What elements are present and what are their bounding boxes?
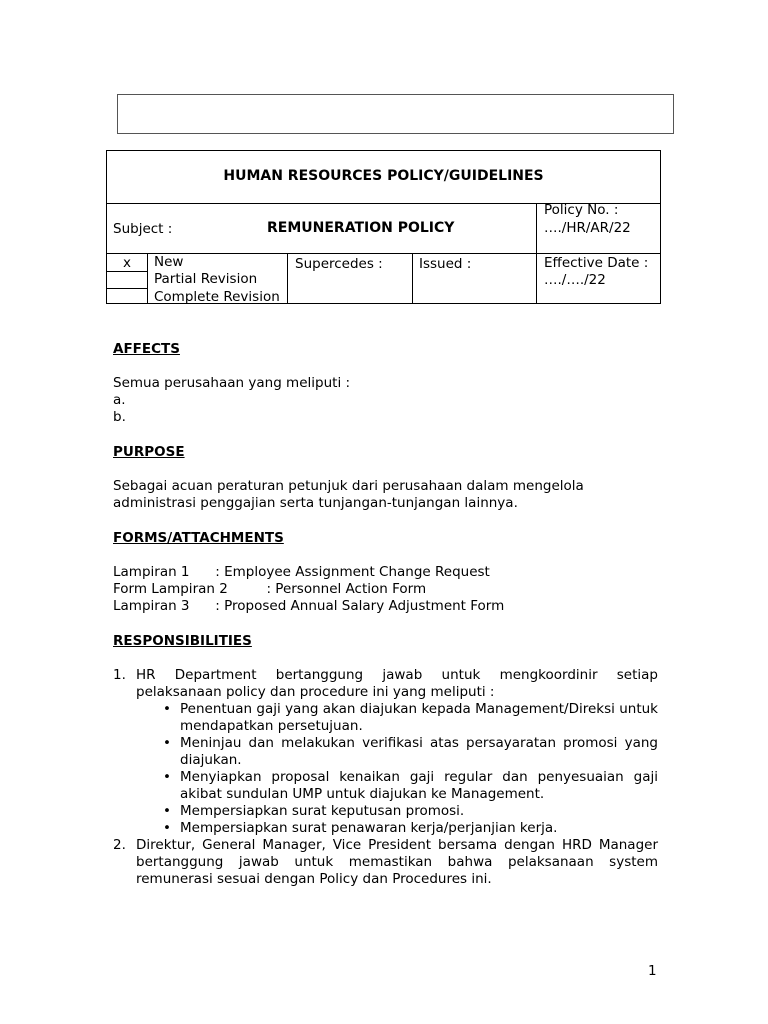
effective-date-label: Effective Date : bbox=[544, 255, 649, 271]
forms-line: Lampiran 1 : Employee Assignment Change Request bbox=[113, 564, 490, 580]
subject-label: Subject : bbox=[113, 221, 173, 237]
effective-date-value: …./…./22 bbox=[544, 272, 606, 288]
bullet-text: Mempersiapkan surat keputusan promosi. bbox=[180, 803, 465, 819]
list-item-text: HR Department bertanggung jawab untuk mengkoordinir setiap pelaksanaan policy dan procedure ini yang meliputi : bbox=[136, 667, 658, 700]
subject-value: REMUNERATION POLICY bbox=[267, 220, 455, 236]
policy-no-label: Policy No. : bbox=[544, 202, 619, 218]
table-divider bbox=[287, 253, 288, 304]
bullet-text: Penentuan gaji yang akan diajukan kepada Management/Direksi untuk mendapatkan persetujuan. bbox=[180, 701, 658, 734]
list-number: 2. bbox=[113, 837, 126, 853]
list-item bbox=[113, 667, 658, 701]
bullet-text: Menyiapkan proposal kenaikan gaji regular dan penyesuaian gaji akibat sundulan UMP untuk diajukan ke Management. bbox=[180, 769, 658, 802]
revision-option-complete: Complete Revision bbox=[154, 289, 280, 305]
bullet-icon: • bbox=[163, 735, 171, 751]
bullet-text: Mempersiapkan surat penawaran kerja/perjanjian kerja. bbox=[180, 820, 558, 836]
affects-item: b. bbox=[113, 409, 126, 425]
affects-item: a. bbox=[113, 392, 126, 408]
bullet-text: Meninjau dan melakukan verifikasi atas persayaratan promosi yang diajukan. bbox=[180, 735, 658, 768]
forms-heading: FORMS/ATTACHMENTS bbox=[113, 530, 284, 546]
table-divider bbox=[412, 253, 413, 304]
bullet-item bbox=[113, 735, 658, 769]
bullet-icon: • bbox=[163, 701, 171, 717]
list-number: 1. bbox=[113, 667, 126, 683]
purpose-heading: PURPOSE bbox=[113, 444, 185, 460]
policy-title: HUMAN RESOURCES POLICY/GUIDELINES bbox=[223, 168, 544, 184]
revision-option-partial: Partial Revision bbox=[154, 271, 258, 287]
bullet-icon: • bbox=[163, 820, 171, 836]
responsibilities-heading: RESPONSIBILITIES bbox=[113, 633, 252, 649]
table-divider bbox=[107, 288, 147, 289]
bullet-item bbox=[113, 701, 658, 735]
table-divider bbox=[147, 253, 148, 304]
revision-checkbox-new: x bbox=[123, 255, 131, 271]
bullet-icon: • bbox=[163, 769, 171, 785]
policy-header-table bbox=[106, 150, 661, 304]
bullet-item bbox=[113, 803, 658, 820]
page-number: 1 bbox=[648, 963, 657, 979]
blank-header-box bbox=[117, 94, 674, 134]
forms-line: Form Lampiran 2 : Personnel Action Form bbox=[113, 581, 427, 597]
bullet-item bbox=[113, 769, 658, 803]
bullet-item bbox=[113, 820, 658, 837]
table-divider bbox=[107, 253, 660, 254]
forms-line: Lampiran 3 : Proposed Annual Salary Adjustment Form bbox=[113, 598, 505, 614]
list-item bbox=[113, 837, 658, 888]
policy-no-value: …./HR/AR/22 bbox=[544, 220, 631, 236]
responsibilities-list bbox=[113, 667, 658, 888]
purpose-text: Sebagai acuan peraturan petunjuk dari perusahaan dalam mengelola administrasi penggajian serta tunjangan-tunjangan lainnya. bbox=[113, 478, 584, 511]
issued-label: Issued : bbox=[419, 256, 472, 272]
bullet-icon: • bbox=[163, 803, 171, 819]
supercedes-label: Supercedes : bbox=[295, 256, 383, 272]
list-item-text: Direktur, General Manager, Vice President bersama dengan HRD Manager bertanggung jawab untuk memastikan bahwa pelaksanaan system remunerasi sesuai dengan Policy dan Procedures ini. bbox=[136, 837, 658, 887]
table-divider bbox=[536, 203, 537, 304]
revision-option-new: New bbox=[154, 254, 184, 270]
affects-heading: AFFECTS bbox=[113, 341, 180, 357]
affects-intro: Semua perusahaan yang meliputi : bbox=[113, 375, 351, 391]
